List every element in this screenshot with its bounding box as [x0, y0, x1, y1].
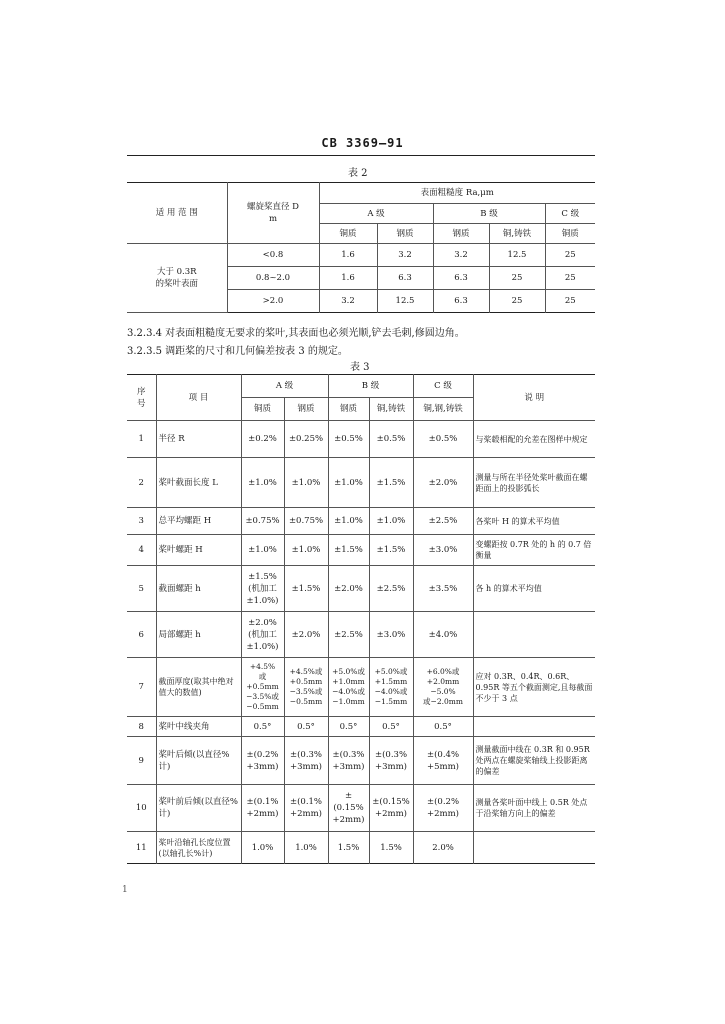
row-item: 局部螺距 h — [156, 612, 241, 658]
table-cell: ±0.25% — [284, 421, 328, 458]
table-cell: ±1.5% (机加工 ±1.0%) — [241, 566, 284, 612]
table-cell: +4.5%或 +0.5mm −3.5%或 −0.5mm — [284, 658, 328, 717]
tolerance-table — [127, 374, 595, 864]
table-cell: ±2.0% — [413, 458, 473, 508]
row-no: 6 — [127, 612, 156, 658]
material-a2: 钢质 — [377, 224, 433, 244]
table-cell: ±1.0% — [241, 458, 284, 508]
row-item: 桨叶截面长度 L — [156, 458, 241, 508]
table-row — [127, 535, 595, 566]
row-no: 3 — [127, 508, 156, 535]
table-cell: ±(0.1% +2mm) — [241, 785, 284, 832]
table-cell: ±1.5% — [328, 535, 369, 566]
table-cell: ±(0.15% +2mm) — [328, 785, 369, 832]
row-no: 4 — [127, 535, 156, 566]
table-cell: ±2.0% — [328, 566, 369, 612]
clause-3-2-3-5: 3.2.3.5 调距桨的尺寸和几何偏差按表 3 的规定。 — [127, 346, 348, 357]
row-item: 半径 R — [156, 421, 241, 458]
material-b1: 钢质 — [328, 398, 369, 421]
table-cell: ±4.0% — [413, 612, 473, 658]
table-cell: ±0.75% — [284, 508, 328, 535]
footer-mark: 1 — [122, 885, 128, 895]
header-grade-a: A 级 — [319, 204, 433, 224]
table-row — [127, 785, 595, 832]
table-cell: 0.5° — [328, 717, 369, 737]
table-cell: 3.2 — [377, 244, 433, 267]
table-cell: 1.6 — [319, 244, 377, 267]
table-row — [127, 458, 595, 508]
row-note — [473, 832, 595, 864]
table-cell: ±(0.3% +3mm) — [328, 737, 369, 785]
row-item: 桨叶螺距 H — [156, 535, 241, 566]
table-cell: 6.3 — [433, 267, 489, 290]
table-cell: ±0.5% — [369, 421, 413, 458]
roughness-table — [127, 182, 595, 313]
scope-value: 大于 0.3R 的桨叶表面 — [127, 244, 227, 313]
row-note: 与桨毂相配的允差在图样中规定 — [473, 421, 595, 458]
header-item: 项 目 — [156, 375, 241, 421]
table-cell: ±0.75% — [241, 508, 284, 535]
row-note: 测量与所在半径处桨叶截面在螺距面上的投影弧长 — [473, 458, 595, 508]
table-cell: ±2.5% — [328, 612, 369, 658]
table-cell: 0.5° — [241, 717, 284, 737]
table-cell: 25 — [545, 267, 595, 290]
table-cell: ±1.0% — [328, 508, 369, 535]
table-cell: 0.5° — [413, 717, 473, 737]
header-scope: 适 用 范 围 — [127, 183, 227, 244]
table-row — [127, 737, 595, 785]
table-row — [127, 421, 595, 458]
material-b1: 钢质 — [433, 224, 489, 244]
row-note: 各 h 的算术平均值 — [473, 566, 595, 612]
table2-caption: 表 2 — [348, 168, 368, 179]
table-cell: 25 — [489, 267, 545, 290]
table-cell: ±3.0% — [413, 535, 473, 566]
table-cell: ±1.5% — [369, 458, 413, 508]
table-cell: +5.0%或 +1.0mm −4.0%或 −1.0mm — [328, 658, 369, 717]
table-cell: ±2.5% — [413, 508, 473, 535]
table-cell: 1.6 — [319, 267, 377, 290]
row-item: 桨叶沿轴孔长度位置(以轴孔长%计) — [156, 832, 241, 864]
clause-3-2-3-4: 3.2.3.4 对表面粗糙度无要求的桨叶,其表面也必须光顺,铲去毛刺,修圆边角。 — [127, 328, 465, 339]
table-cell: ±1.0% — [284, 535, 328, 566]
row-item: 桨叶中线夹角 — [156, 717, 241, 737]
table-row — [127, 717, 595, 737]
row-no: 1 — [127, 421, 156, 458]
header-grade-b: B 级 — [328, 375, 413, 398]
material-b2: 铜,铸铁 — [489, 224, 545, 244]
table-cell: ±0.2% — [241, 421, 284, 458]
table-cell: 0.8~2.0 — [227, 267, 319, 290]
row-no: 2 — [127, 458, 156, 508]
table-cell: ±3.0% — [369, 612, 413, 658]
table-cell: ±1.0% — [284, 458, 328, 508]
row-note — [473, 717, 595, 737]
table-cell: +5.0%或 +1.5mm −4.0%或 −1.5mm — [369, 658, 413, 717]
row-note: 应对 0.3R、0.4R、0.6R、0.95R 等五个截面测定,且每截面不少于 3 点 — [473, 658, 595, 717]
table-cell: ±(0.2% +2mm) — [413, 785, 473, 832]
table-cell: ±(0.3% +3mm) — [369, 737, 413, 785]
row-note: 测量各桨叶面中线上 0.5R 处点于沿桨轴方向上的偏差 — [473, 785, 595, 832]
table-cell: ±(0.4% +5mm) — [413, 737, 473, 785]
table-cell: 3.2 — [433, 244, 489, 267]
row-item: 桨叶后倾(以直径%计) — [156, 737, 241, 785]
row-item: 总平均螺距 H — [156, 508, 241, 535]
material-b2: 铜,铸铁 — [369, 398, 413, 421]
table-cell: ±(0.15% +2mm) — [369, 785, 413, 832]
table-cell: ±1.0% — [369, 508, 413, 535]
table-cell: 25 — [545, 244, 595, 267]
table-cell: 1.0% — [284, 832, 328, 864]
table-row — [127, 658, 595, 717]
material-c: 铜,钢,铸铁 — [413, 398, 473, 421]
table-cell: ±1.5% — [369, 535, 413, 566]
header-grade-c: C 级 — [413, 375, 473, 398]
table-cell: +6.0%或 +2.0mm −5.0% 或−2.0mm — [413, 658, 473, 717]
row-no: 9 — [127, 737, 156, 785]
table-row — [127, 832, 595, 864]
material-c1: 铜质 — [545, 224, 595, 244]
row-note: 测量截面中线在 0.3R 和 0.95R 处两点在螺旋桨轴线上投影距离的偏差 — [473, 737, 595, 785]
row-no: 5 — [127, 566, 156, 612]
table-cell: ±0.5% — [413, 421, 473, 458]
table-cell: ±2.0% (机加工 ±1.0%) — [241, 612, 284, 658]
table-row — [127, 508, 595, 535]
table-cell: 6.3 — [433, 290, 489, 313]
standard-code-header: CB 3369—91 — [321, 136, 404, 150]
material-a1: 铜质 — [241, 398, 284, 421]
table-cell: ±(0.3% +3mm) — [284, 737, 328, 785]
row-note: 变螺距按 0.7R 处的 h 的 0.7 倍衡量 — [473, 535, 595, 566]
table-cell: ±1.0% — [241, 535, 284, 566]
table-cell: 0.5° — [369, 717, 413, 737]
row-no: 7 — [127, 658, 156, 717]
table3-caption: 表 3 — [350, 362, 370, 373]
table-cell: ±1.5% — [284, 566, 328, 612]
header-diameter: 螺旋桨直径 D m — [227, 183, 319, 244]
header-note: 说 明 — [473, 375, 595, 421]
table-cell: 12.5 — [489, 244, 545, 267]
table-cell: +4.5% 或 +0.5mm −3.5%或 −0.5mm — [241, 658, 284, 717]
material-a2: 钢质 — [284, 398, 328, 421]
header-grade-b: B 级 — [433, 204, 545, 224]
table-cell: 25 — [489, 290, 545, 313]
row-note — [473, 612, 595, 658]
table-cell: 1.5% — [328, 832, 369, 864]
row-no: 8 — [127, 717, 156, 737]
header-rule — [127, 155, 595, 156]
table-cell: ±(0.2% +3mm) — [241, 737, 284, 785]
row-no: 10 — [127, 785, 156, 832]
table-row — [127, 612, 595, 658]
table-cell: ±1.0% — [328, 458, 369, 508]
header-grade-c: C 级 — [545, 204, 595, 224]
table-cell: >2.0 — [227, 290, 319, 313]
row-item: 截面螺距 h — [156, 566, 241, 612]
table-cell: 3.2 — [319, 290, 377, 313]
table-cell: 1.0% — [241, 832, 284, 864]
row-item: 截面厚度(取其中绝对值大的数值) — [156, 658, 241, 717]
table-cell: 2.0% — [413, 832, 473, 864]
header-roughness: 表面粗糙度 Ra,μm — [319, 183, 595, 204]
table-cell: 12.5 — [377, 290, 433, 313]
table-cell: 6.3 — [377, 267, 433, 290]
row-note: 各桨叶 H 的算术平均值 — [473, 508, 595, 535]
table-cell: 0.5° — [284, 717, 328, 737]
table-cell: 1.5% — [369, 832, 413, 864]
row-item: 桨叶前后倾(以直径%计) — [156, 785, 241, 832]
material-a1: 铜质 — [319, 224, 377, 244]
table-cell: ±0.5% — [328, 421, 369, 458]
table-cell: 25 — [545, 290, 595, 313]
header-grade-a: A 级 — [241, 375, 328, 398]
table-cell: ±2.0% — [284, 612, 328, 658]
table-cell: <0.8 — [227, 244, 319, 267]
table-cell: ±(0.1% +2mm) — [284, 785, 328, 832]
table-cell: ±3.5% — [413, 566, 473, 612]
table-row — [127, 566, 595, 612]
row-no: 11 — [127, 832, 156, 864]
header-no: 序 号 — [127, 375, 156, 421]
table-cell: ±2.5% — [369, 566, 413, 612]
